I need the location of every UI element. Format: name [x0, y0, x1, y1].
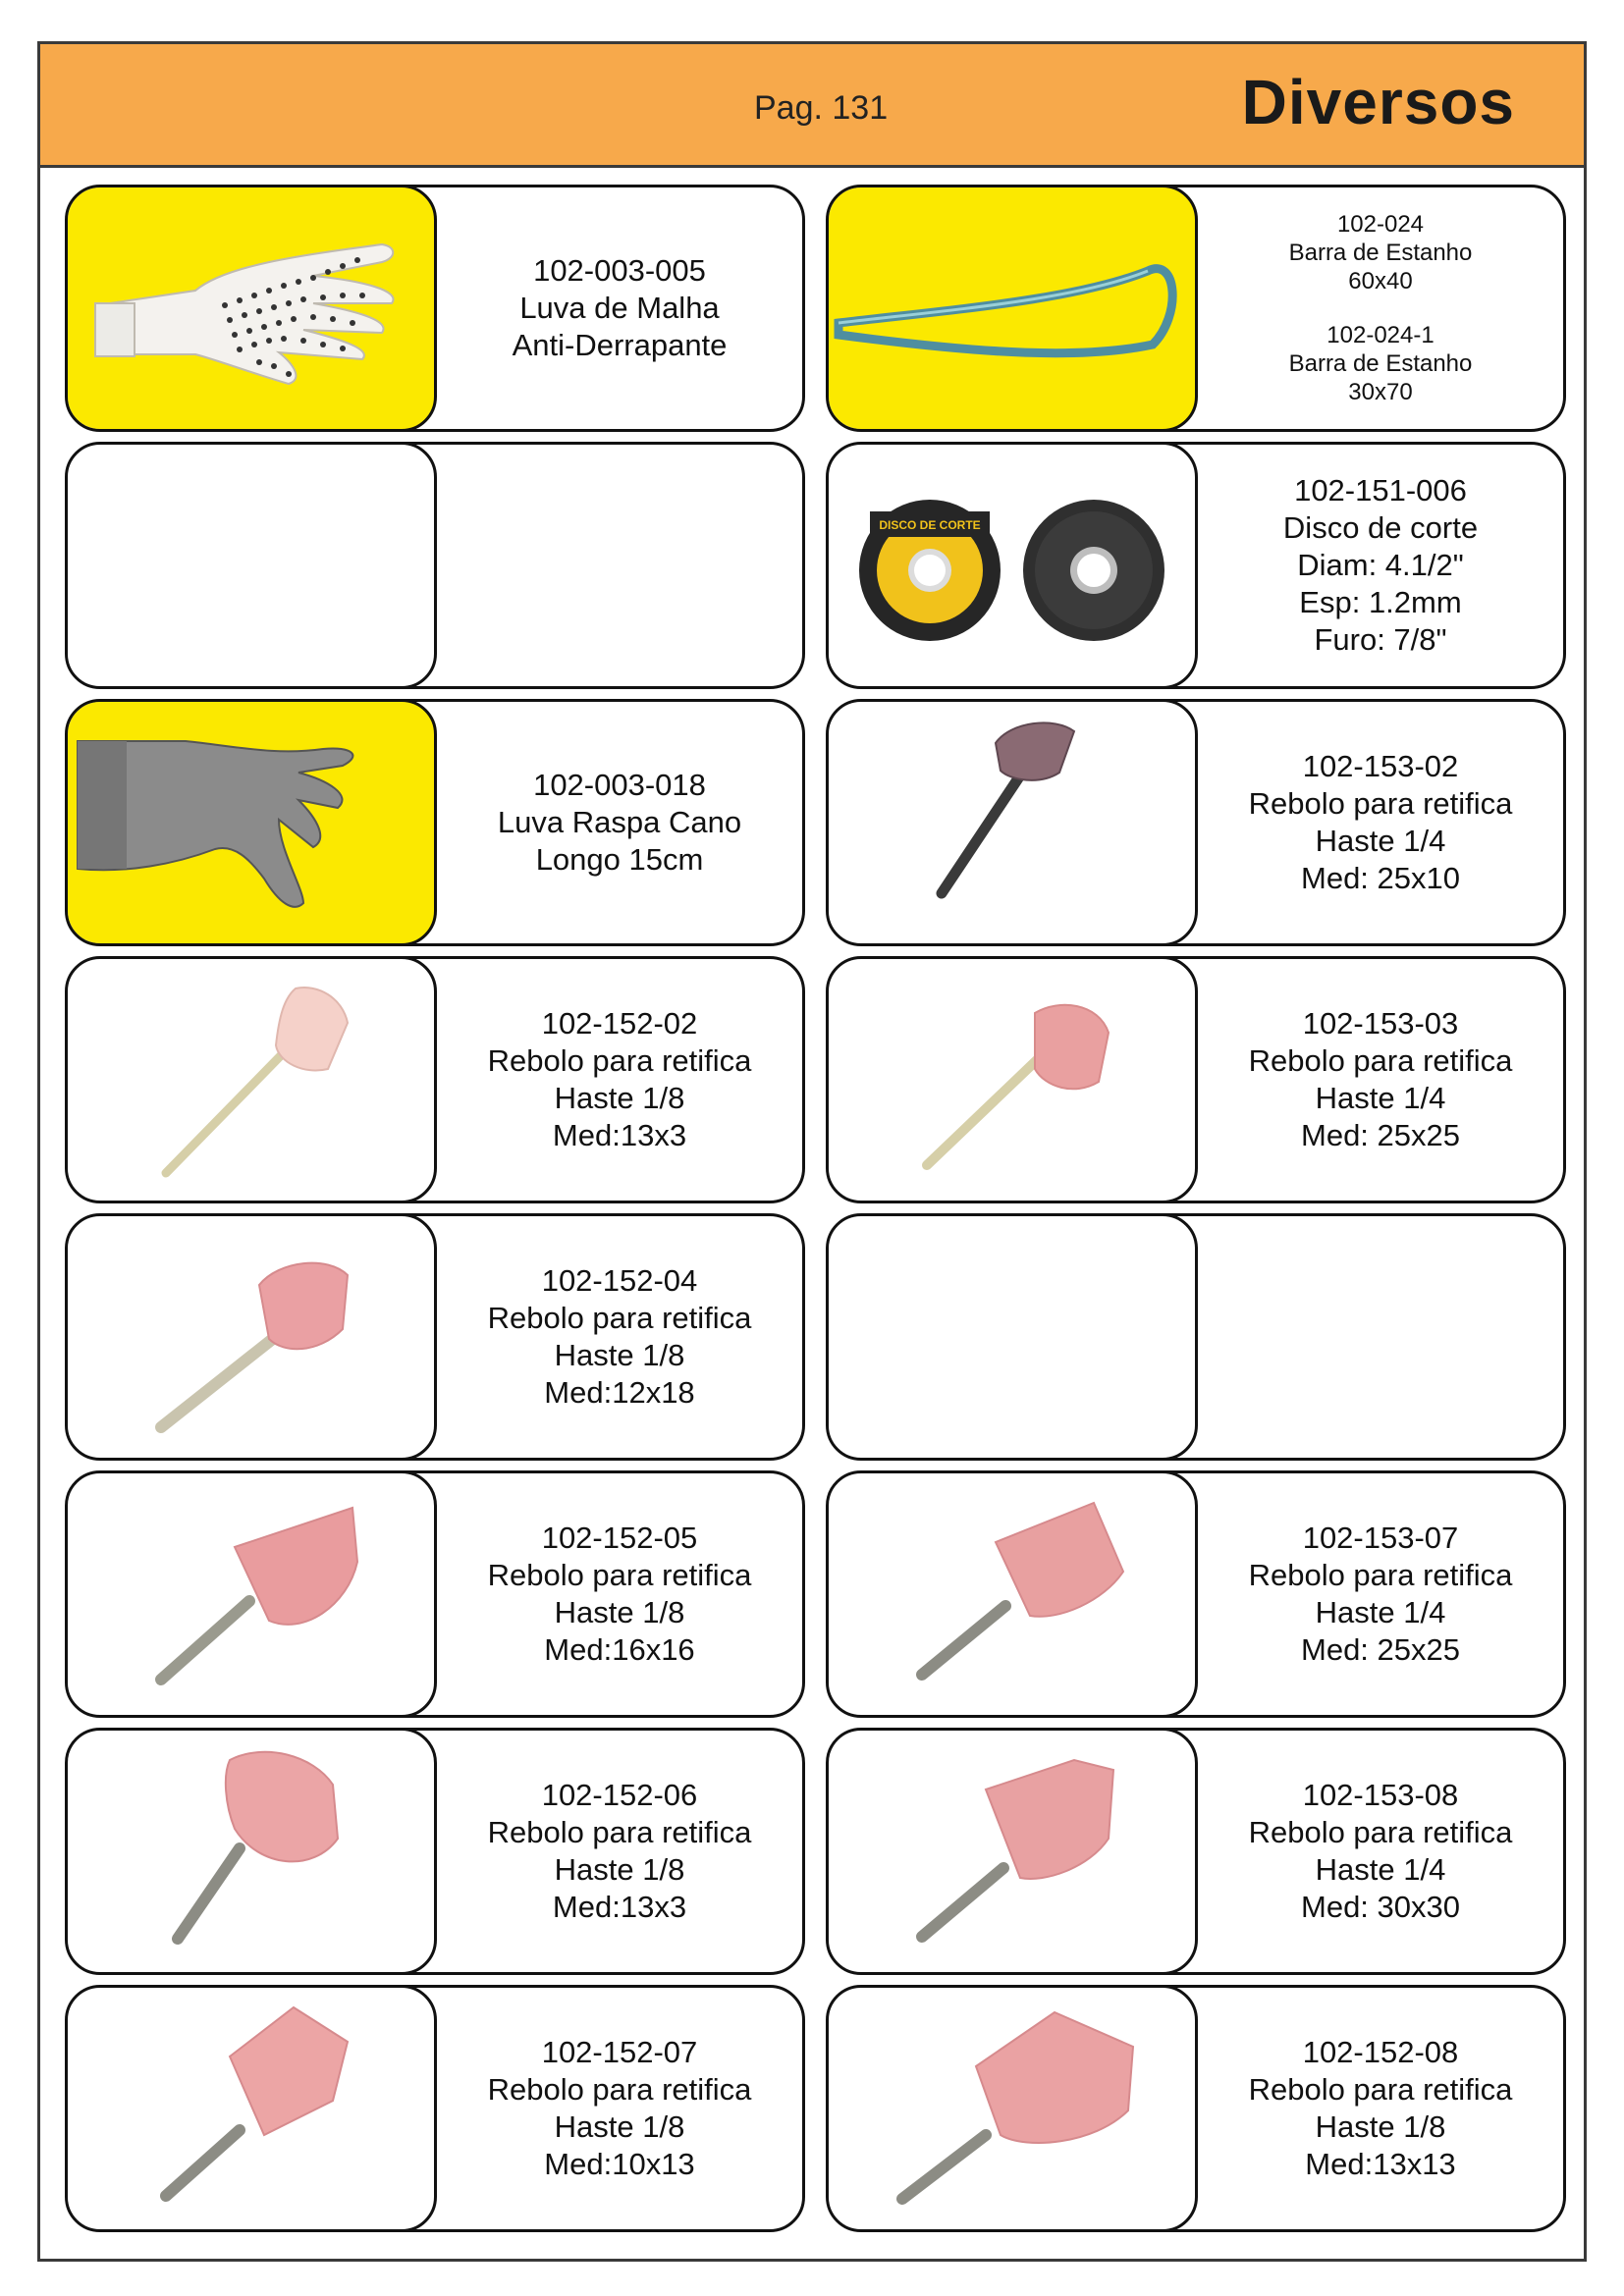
- product-code: 102-151-006: [1294, 473, 1467, 507]
- product-spec: 60x40: [1348, 268, 1413, 294]
- product-name: Disco de corte: [1282, 510, 1479, 545]
- product-photo-leather-glove: [65, 699, 437, 946]
- product-card-102-152-05: [65, 1470, 805, 1718]
- product-spec: Haste 1/4: [1315, 824, 1446, 858]
- product-description: [1198, 1988, 1563, 2229]
- product-photo-grinding-stone: [826, 1728, 1198, 1975]
- product-photo-grinding-stone: [65, 1985, 437, 2232]
- product-description: [437, 1988, 802, 2229]
- product-photo-grinding-stone: [65, 1470, 437, 1718]
- product-description: [437, 187, 802, 429]
- solder-bar-image: [829, 187, 1198, 432]
- grinding-stone-image: [68, 1216, 437, 1461]
- product-card-102-152-07: [65, 1985, 805, 2232]
- product-photo-knit-glove: [65, 185, 437, 432]
- product-card-102-003-005: [65, 185, 805, 432]
- product-card-102-153-07: [826, 1470, 1566, 1718]
- product-spec: Med: 30x30: [1301, 1890, 1460, 1924]
- product-spec: Esp: 1.2mm: [1299, 585, 1462, 619]
- product-spec: Med:16x16: [544, 1632, 695, 1667]
- product-card-empty: [826, 1213, 1566, 1461]
- product-name: Rebolo para retifica: [1248, 2072, 1513, 2107]
- product-card-102-153-03: [826, 956, 1566, 1203]
- product-photo-grinding-stone: [826, 1470, 1198, 1718]
- product-description: [437, 1216, 802, 1458]
- product-photo-grinding-stone: [65, 1213, 437, 1461]
- product-description: [1198, 959, 1563, 1201]
- product-code: 102-152-08: [1302, 2035, 1459, 2069]
- disc-brand-label: DISCO DE CORTE: [879, 518, 981, 532]
- product-spec: Furo: 7/8": [1314, 622, 1447, 657]
- product-name: Rebolo para retifica: [487, 1043, 752, 1078]
- product-spec: Med: 25x25: [1301, 1118, 1460, 1152]
- grinding-stone-image: [829, 959, 1198, 1203]
- product-photo-grinding-stone: [65, 1728, 437, 1975]
- product-name: Rebolo para retifica: [1248, 786, 1513, 821]
- product-name: Rebolo para retifica: [487, 1301, 752, 1335]
- product-name: Luva Raspa Cano: [497, 805, 742, 839]
- product-name: Barra de Estanho: [1288, 240, 1473, 266]
- page-frame: [37, 41, 1587, 2262]
- product-code: 102-003-018: [533, 768, 706, 802]
- product-photo-grinding-stone: [65, 956, 437, 1203]
- product-card-102-152-04: [65, 1213, 805, 1461]
- product-description: [1198, 187, 1563, 429]
- product-spec: Haste 1/4: [1315, 1852, 1446, 1887]
- product-code: 102-024: [1336, 211, 1425, 238]
- leather-glove-image: [68, 702, 437, 946]
- product-spec: Diam: 4.1/2": [1297, 548, 1464, 582]
- grinding-stone-image: [829, 702, 1198, 946]
- product-card-102-151-006: [826, 442, 1566, 689]
- product-spec: Haste 1/8: [554, 2109, 685, 2144]
- product-photo-grinding-stone: [826, 1985, 1198, 2232]
- product-spec: Med:13x3: [552, 1890, 687, 1924]
- product-spec: Med:13x13: [1305, 2147, 1456, 2181]
- product-spec: 30x70: [1348, 379, 1413, 405]
- product-code: 102-152-06: [541, 1778, 698, 1812]
- product-description: [437, 1473, 802, 1715]
- product-photo-grinding-stone: [826, 699, 1198, 946]
- grinding-stone-image: [829, 1988, 1198, 2232]
- product-spec: Haste 1/4: [1315, 1081, 1446, 1115]
- cutting-disc-image: [829, 445, 1198, 689]
- product-photo-empty: [826, 1213, 1198, 1461]
- product-description: [437, 445, 802, 686]
- product-code: 102-153-08: [1302, 1778, 1459, 1812]
- product-code: 102-152-02: [541, 1006, 698, 1041]
- product-spec: Longo 15cm: [535, 842, 704, 877]
- product-spec: Med:13x3: [552, 1118, 687, 1152]
- product-description: [1198, 702, 1563, 943]
- product-code: 102-152-05: [541, 1521, 698, 1555]
- product-spec: Haste 1/8: [554, 1595, 685, 1629]
- product-code: 102-152-04: [541, 1263, 698, 1298]
- product-name: Rebolo para retifica: [487, 1558, 752, 1592]
- product-card-102-152-02: [65, 956, 805, 1203]
- grinding-stone-image: [68, 1731, 437, 1975]
- product-name: Rebolo para retifica: [1248, 1815, 1513, 1849]
- product-photo-solder-bar: [826, 185, 1198, 432]
- grinding-stone-image: [68, 959, 437, 1203]
- product-name: Luva de Malha: [519, 291, 720, 325]
- product-name: Rebolo para retifica: [487, 1815, 752, 1849]
- product-spec: Haste 1/8: [554, 1081, 685, 1115]
- product-photo-cutting-disc: [826, 442, 1198, 689]
- product-description: [437, 959, 802, 1201]
- product-name: Rebolo para retifica: [1248, 1043, 1513, 1078]
- product-photo-empty: [65, 442, 437, 689]
- product-spec: Anti-Derrapante: [512, 328, 728, 362]
- product-photo-grinding-stone: [826, 956, 1198, 1203]
- product-name: Barra de Estanho: [1288, 350, 1473, 377]
- product-description: [1198, 1473, 1563, 1715]
- product-spec: Med:10x13: [544, 2147, 695, 2181]
- section-title: Diversos: [1241, 67, 1515, 137]
- glove-image: [68, 187, 437, 432]
- product-description: [1198, 1216, 1563, 1458]
- product-name: Rebolo para retifica: [1248, 1558, 1513, 1592]
- product-card-102-153-08: [826, 1728, 1566, 1975]
- product-spec: Med:12x18: [544, 1375, 695, 1410]
- product-spec: Haste 1/8: [554, 1338, 685, 1372]
- product-card-102-153-02: [826, 699, 1566, 946]
- product-card-102-152-06: [65, 1728, 805, 1975]
- product-card-empty: [65, 442, 805, 689]
- product-description: [437, 702, 802, 943]
- product-code: 102-153-02: [1302, 749, 1459, 783]
- grinding-stone-image: [68, 1473, 437, 1718]
- product-description: [1198, 445, 1563, 686]
- page-number: Pag. 131: [754, 89, 889, 127]
- product-spec: Haste 1/4: [1315, 1595, 1446, 1629]
- product-code: 102-153-07: [1302, 1521, 1459, 1555]
- product-spec: Haste 1/8: [1315, 2109, 1446, 2144]
- grinding-stone-image: [68, 1988, 437, 2232]
- product-code: 102-003-005: [533, 253, 706, 288]
- product-card-102-024: [826, 185, 1566, 432]
- grinding-stone-image: [829, 1731, 1198, 1975]
- product-code: 102-024-1: [1326, 322, 1435, 348]
- product-spec: Med: 25x10: [1301, 861, 1460, 895]
- product-name: Rebolo para retifica: [487, 2072, 752, 2107]
- page-header: [40, 44, 1584, 168]
- grinding-stone-image: [829, 1473, 1198, 1718]
- product-card-102-003-018: [65, 699, 805, 946]
- product-spec: Med: 25x25: [1301, 1632, 1460, 1667]
- product-spec: Haste 1/8: [554, 1852, 685, 1887]
- product-card-102-152-08: [826, 1985, 1566, 2232]
- product-description: [437, 1731, 802, 1972]
- product-code: 102-152-07: [541, 2035, 698, 2069]
- product-description: [1198, 1731, 1563, 1972]
- product-code: 102-153-03: [1302, 1006, 1459, 1041]
